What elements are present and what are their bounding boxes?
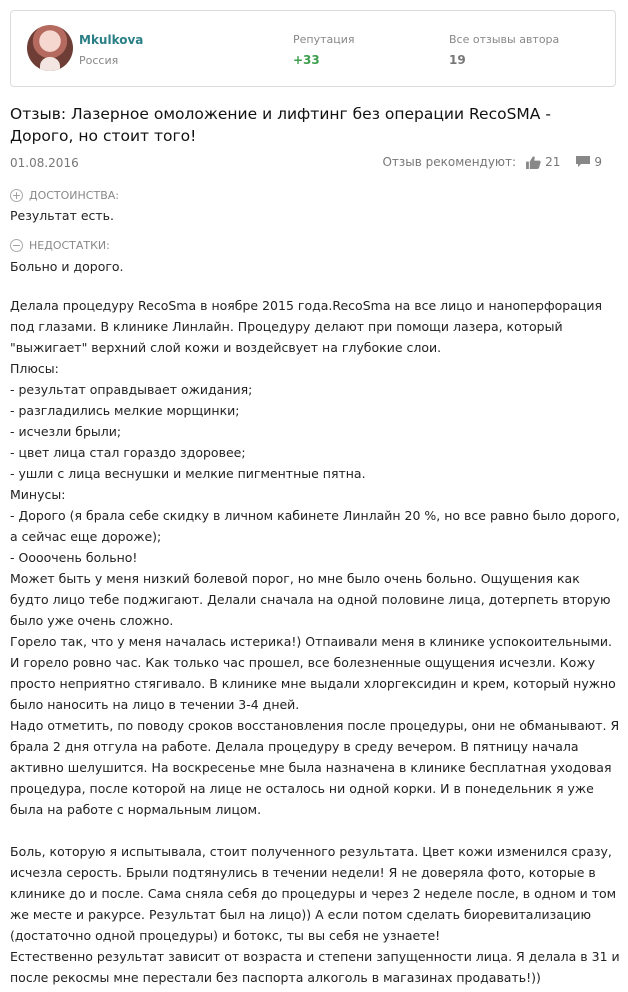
recommend-label: Отзыв рекомендуют: (382, 155, 517, 169)
cons-heading (10, 239, 110, 252)
review-paragraph: Делала процедуру RecoSma в ноябре 2015 года.RecoSma на все лицо и наноперфорация под глазами. В клинике Линлайн. Процедуру делают при помощи лазера, который "выжигает" верхний слой кожи и воздейсвует на глубокие слои. (10, 298, 603, 355)
all-reviews-label[interactable]: Все отзывы автора (449, 33, 560, 46)
plus-icon: + (11, 189, 22, 202)
likes-count: 21 (545, 155, 561, 169)
review-paragraph: - Дорого (я брала себе скидку в личном кабинете Линлайн 20 %, но все равно было дорого, а сейчас еще дороже); (10, 508, 620, 544)
review-title: Отзыв: Лазерное омоложение и лифтинг без операции RecoSMA - Дорого, но стоит того! (10, 105, 551, 145)
cons-label: НЕДОСТАТКИ: (29, 239, 110, 252)
review-date: 01.08.2016 (10, 156, 79, 170)
pros-label: ДОСТОИНСТВА: (29, 189, 119, 202)
all-reviews-count[interactable]: 19 (449, 53, 466, 67)
review-paragraph: - исчезли брыли; (10, 424, 122, 439)
reputation-value: +33 (293, 53, 320, 67)
review-paragraph: Надо отметить, по поводу сроков восстановления после процедуры, они не обманывают. Я брала 2 дня отгула на работе. Делала процедуру в среду вечером. В пятницу начала активно шелушится. На воскресенье мне была назначена в клинике бесплатная уходовая процедура, после которой на лице не осталось ни одной корки. И в понедельник я уже была на работе с нормальным лицом. (10, 718, 620, 817)
review-paragraph: Естественно результат зависит от возраста и степени запущенности лица. Я делала в 31 и после рекосмы мне перестали без паспорта алкоголь в магазинах продавать!)) (10, 949, 620, 985)
reputation-label: Репутация (293, 33, 355, 46)
author-country: Россия (79, 54, 119, 67)
review-paragraph: - разгладились мелкие морщинки; (10, 403, 240, 418)
avatar[interactable] (27, 25, 73, 71)
review-paragraph: Боль, которую я испытывала, стоит полученного результата. Цвет кожи изменился сразу, исчезла серость. Брыли подтянулись в течении недели! Я не доверяла фото, которые в клинике до и после. Сама сняла себя до процедуры и через 2 неделе после, в одном и том же месте и ракурсе. Результат был на лицо)) А если потом сделать биоревитализацию (достаточно одной процедуры) и ботокс, ты вы себя не узнаете! (10, 844, 617, 943)
thumbs-up-icon[interactable] (526, 156, 541, 169)
review-paragraph: - цвет лица стал гораздо здоровее; (10, 445, 246, 460)
review-paragraph: - Оооочень больно! (10, 550, 138, 565)
pros-text: Результат есть. (10, 208, 115, 223)
review-paragraph: Минусы: (10, 487, 66, 502)
comment-icon[interactable] (576, 156, 590, 168)
author-name-link[interactable]: Mkulkova (79, 33, 144, 47)
review-paragraph: - результат оправдывает ожидания; (10, 382, 253, 397)
recommend-bar (382, 155, 602, 169)
review-paragraph: - ушли с лица веснушки и мелкие пигментные пятна. (10, 466, 366, 481)
minus-icon: − (11, 239, 22, 252)
paragraph-gap (10, 820, 622, 841)
review-body (10, 295, 622, 988)
author-card (10, 10, 616, 87)
pros-heading (10, 189, 119, 202)
review-paragraph: Горело так, что у меня началась истерика!) Отпаивали меня в клинике успокоительными. И горело ровно час. Как только час прошел, все болезненные ощущения исчезли. Кожу просто неприятно стягивало. В клинике мне выдали хлоргексидин и крем, который нужно было наносить на лицо в течении 3-4 дней. (10, 634, 616, 712)
cons-text: Больно и дорого. (10, 259, 124, 274)
review-paragraph: Плюсы: (10, 361, 59, 376)
comments-count[interactable]: 9 (594, 155, 602, 169)
review-paragraph: Может быть у меня низкий болевой порог, но мне было очень больно. Ощущения как будто лицо тебе поджигают. Делали сначала на одной половине лица, дотерпеть вторую было уже очень сложно. (10, 571, 611, 628)
